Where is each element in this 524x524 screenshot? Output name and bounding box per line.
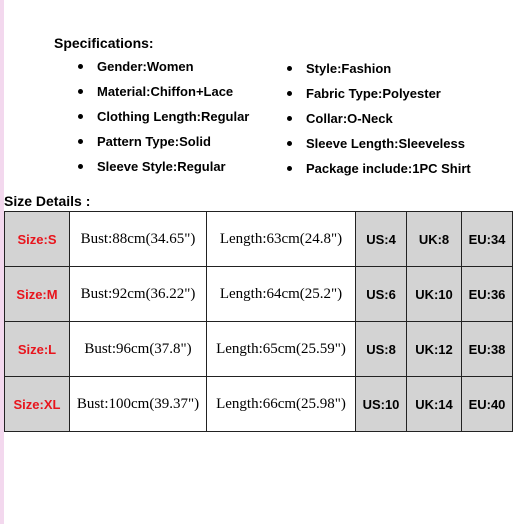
spec-item: [78, 79, 249, 104]
bullet-icon: [78, 164, 83, 169]
spec-item: [78, 104, 249, 129]
bullet-icon: [287, 166, 292, 171]
spec-item-text: Pattern Type:Solid: [97, 133, 211, 149]
spec-item: [78, 129, 249, 154]
uk-size-cell: UK:12: [407, 322, 462, 377]
specifications-heading: Specifications:: [54, 35, 154, 51]
length-cell: Length:65cm(25.59"): [207, 322, 356, 377]
eu-size-cell: EU:34: [462, 212, 513, 267]
length-cell: Length:64cm(25.2"): [207, 267, 356, 322]
spec-item: [78, 154, 249, 179]
table-row: [5, 267, 513, 322]
spec-item: [287, 156, 471, 181]
spec-item-text: Material:Chiffon+Lace: [97, 83, 234, 99]
specifications-list-right: [287, 56, 471, 181]
bullet-icon: [78, 139, 83, 144]
bust-cell: Bust:100cm(39.37"): [70, 377, 207, 432]
bullet-icon: [287, 141, 292, 146]
bullet-icon: [287, 91, 292, 96]
size-label-cell: Size:M: [5, 267, 70, 322]
uk-size-cell: UK:14: [407, 377, 462, 432]
bust-cell: Bust:92cm(36.22"): [70, 267, 207, 322]
eu-size-cell: EU:36: [462, 267, 513, 322]
uk-size-cell: UK:10: [407, 267, 462, 322]
size-details-heading: Size Details :: [4, 193, 91, 209]
table-row: [5, 322, 513, 377]
spec-item-text: Sleeve Length:Sleeveless: [306, 135, 465, 151]
bust-cell: Bust:96cm(37.8"): [70, 322, 207, 377]
bullet-icon: [287, 66, 292, 71]
spec-item-text: Sleeve Style:Regular: [97, 158, 226, 174]
table-row: [5, 377, 513, 432]
bullet-icon: [78, 89, 83, 94]
length-cell: Length:66cm(25.98"): [207, 377, 356, 432]
table-row: [5, 212, 513, 267]
size-label-cell: Size:S: [5, 212, 70, 267]
eu-size-cell: EU:38: [462, 322, 513, 377]
size-label-cell: Size:L: [5, 322, 70, 377]
size-chart-table: [4, 211, 513, 432]
spec-item: [287, 56, 471, 81]
spec-item: [78, 54, 249, 79]
us-size-cell: US:10: [356, 377, 407, 432]
eu-size-cell: EU:40: [462, 377, 513, 432]
uk-size-cell: UK:8: [407, 212, 462, 267]
spec-item-text: Gender:Women: [97, 58, 194, 74]
spec-item-text: Package include:1PC Shirt: [306, 160, 471, 176]
spec-item-text: Collar:O-Neck: [306, 110, 393, 126]
length-cell: Length:63cm(24.8"): [207, 212, 356, 267]
spec-item: [287, 106, 471, 131]
bullet-icon: [287, 116, 292, 121]
spec-item: [287, 81, 471, 106]
spec-item-text: Fabric Type:Polyester: [306, 85, 441, 101]
spec-item: [287, 131, 471, 156]
specifications-list-left: [78, 54, 249, 179]
us-size-cell: US:4: [356, 212, 407, 267]
spec-item-text: Clothing Length:Regular: [97, 108, 250, 124]
spec-item-text: Style:Fashion: [306, 60, 392, 76]
bullet-icon: [78, 114, 83, 119]
bullet-icon: [78, 64, 83, 69]
bust-cell: Bust:88cm(34.65"): [70, 212, 207, 267]
us-size-cell: US:6: [356, 267, 407, 322]
us-size-cell: US:8: [356, 322, 407, 377]
size-label-cell: Size:XL: [5, 377, 70, 432]
